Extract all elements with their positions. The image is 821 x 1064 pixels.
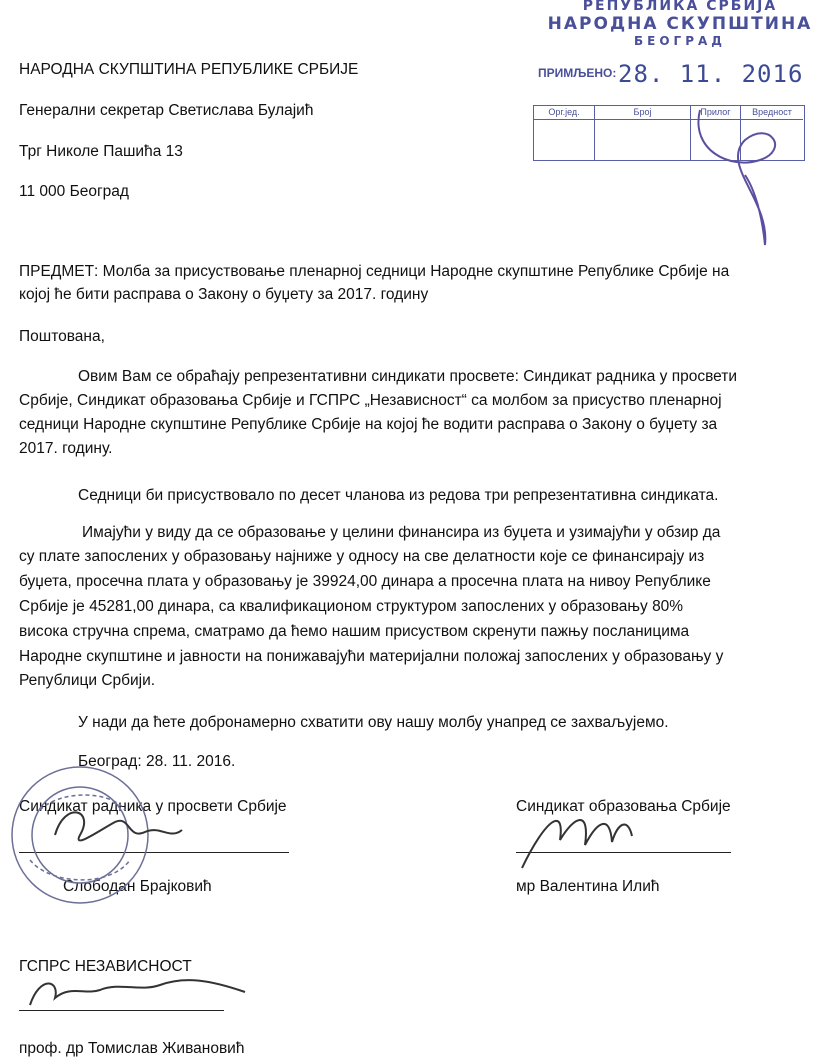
paragraph-3-line-3: буџета, просечна плата у образовању је 39924,00 динара а просечна плата на нивоу Републике <box>19 573 711 590</box>
paragraph-1-line-4: 2017. годину. <box>19 440 113 457</box>
paragraph-4: У нади да ћете добронамерно схватити ову нашу молбу унапред се захваљујемо. <box>78 714 669 731</box>
stamp-received-label: ПРИМЉЕНО: <box>538 66 617 80</box>
stamp-line-2: НАРОДНА СКУПШТИНА <box>547 14 813 34</box>
stamp-handwritten-mark-icon <box>698 110 775 245</box>
signature-left-icon <box>55 812 182 840</box>
signatory-left-name: Слободан Брајковић <box>63 878 212 895</box>
signature-third-icon <box>30 980 245 1005</box>
paragraph-3-line-6: Народне скупштине и јавности на понижавајући материјални положај запослених у образовању у <box>19 648 724 665</box>
signatory-right-name: мр Валентина Илић <box>516 878 660 895</box>
subject-line-2: којој ће бити расправа о Закону о буџету за 2017. годину <box>19 286 429 303</box>
addressee-city: 11 000 Београд <box>19 183 129 200</box>
stamp-col-value: Вредност <box>741 106 803 120</box>
stamp-line-1: РЕПУБЛИКА СРБИЈА <box>582 0 778 14</box>
paragraph-1-line-2: Србије, Синдикат образовања Србије и ГСПРС „Независност“ са молбом за присуство пленарној <box>19 392 722 409</box>
paragraph-3-line-7: Републици Србији. <box>19 672 156 689</box>
stamp-col-attachment: Прилог <box>691 106 741 120</box>
addressee-street: Трг Николе Пашића 13 <box>19 143 183 160</box>
signatory-right-org: Синдикат образовања Србије <box>516 798 731 815</box>
paragraph-3-line-4: Србије је 45281,00 динара, са квалификационом структуром запослених у образовању 80% <box>19 598 684 615</box>
paragraph-1-line-3: седници Народне скупштине Републике Србије на којој ће водити расправа о Закону о буџету за <box>19 416 718 433</box>
signatory-left-org: Синдикат радника у просвети Србије <box>19 798 287 815</box>
paragraph-2: Седници би присуствовало по десет чланова из редова три репрезентативна синдиката. <box>78 487 719 504</box>
paragraph-1-line-1: Овим Вам се обраћају репрезентативни синдикати просвете: Синдикат радника у просвети <box>78 368 738 385</box>
addressee-institution: НАРОДНА СКУПШТИНА РЕПУБЛИКЕ СРБИЈЕ <box>19 61 359 78</box>
subject-line-1: ПРЕДМЕТ: Молба за присуствовање пленарној седници Народне скупштине Републике Србије на <box>19 263 730 280</box>
stamp-received-date: 28. 11. 2016 <box>618 60 804 88</box>
signatory-third-org: ГСПРС НЕЗАВИСНОСТ <box>19 958 192 975</box>
place-date: Београд: 28. 11. 2016. <box>78 753 236 770</box>
salutation: Поштована, <box>19 328 105 345</box>
paragraph-3-line-1: Имајући у виду да се образовање у целини финансира из буџета и узимајући у обзир да <box>82 524 721 541</box>
signatory-third-name: проф. др Томислав Живановић <box>19 1040 245 1057</box>
paragraph-3-line-2: су плате запослених у образовању најниже у односу на све делатности које се финансирају из <box>19 548 705 565</box>
addressee-secretary: Генерални секретар Светислава Булајић <box>19 102 314 119</box>
signature-right-icon <box>522 820 632 868</box>
stamp-line-3: БЕОГРАД <box>634 34 726 48</box>
stamp-col-org: Орг.јед. <box>534 106 595 120</box>
stamp-col-number: Број <box>595 106 691 120</box>
paragraph-3-line-5: висока стручна спрема, сматрамо да ћемо нашим присуством скренути пажњу посланицима <box>19 623 690 640</box>
